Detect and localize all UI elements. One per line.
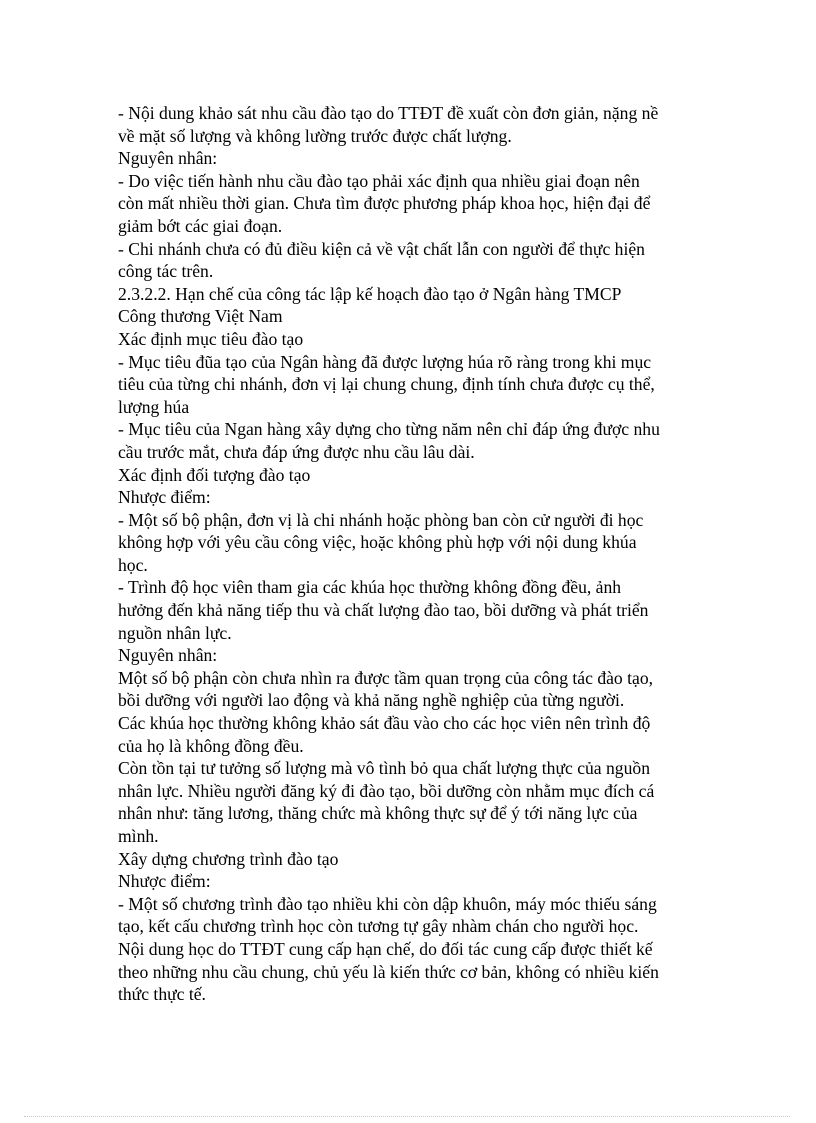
text-line: - Trình độ học viên tham gia các khúa học thường không đồng đều, ảnh [118, 577, 622, 598]
text-line: nguồn nhân lực. [118, 622, 232, 643]
text-line: tạo, kết cấu chương trình học còn tương tự gây nhàm chán cho người học. [118, 916, 639, 937]
text-line: cầu trước mắt, chưa đáp ứng được nhu cầu lâu dài. [118, 441, 475, 462]
text-line: - Do việc tiến hành nhu cầu đào tạo phải xác định qua nhiều giai đoạn nên [118, 170, 640, 191]
text-line: theo những nhu cầu chung, chủ yếu là kiến thức cơ bản, không có nhiều kiến [118, 961, 659, 982]
text-line: lượng húa [118, 396, 190, 417]
text-line: thức thực tế. [118, 984, 206, 1005]
text-line: học. [118, 554, 148, 575]
text-line: Một số bộ phận còn chưa nhìn ra được tầm quan trọng của công tác đào tạo, [118, 667, 654, 688]
text-line: nhân lực. Nhiều người đăng ký đi đào tạo, bồi dưỡng còn nhằm mục đích cá [118, 780, 655, 801]
subsection-heading: Xây dựng chương trình đào tạo [118, 848, 339, 869]
text-line: Còn tồn tại tư tưởng số lượng mà vô tình bỏ qua chất lượng thực của nguồn [118, 758, 650, 779]
text-line: Nguyên nhân: [118, 645, 218, 666]
section-heading: 2.3.2.2. Hạn chế của công tác lập kế hoạch đào tạo ở Ngân hàng TMCP [118, 283, 622, 304]
text-line: - Một số bộ phận, đơn vị là chi nhánh hoặc phòng ban còn cử người đi học [118, 509, 644, 530]
text-line: - Chi nhánh chưa có đủ điều kiện cả về vật chất lẫn con người để thực hiện [118, 238, 645, 259]
text-line: bồi dưỡng với người lao động và khả năng nghề nghiệp của từng người. [118, 690, 625, 711]
text-line: - Mục tiêu đũa tạo của Ngân hàng đã được lượng húa rõ ràng trong khi mục [118, 351, 652, 372]
text-line: về mặt số lượng và không lường trước được chất lượng. [118, 125, 512, 146]
text-line: - Nội dung khảo sát nhu cầu đào tạo do TTĐT đề xuất còn đơn giản, nặng nề [118, 103, 659, 123]
text-line: tiêu của từng chi nhánh, đơn vị lại chung chung, định tính chưa được cụ thể, [118, 374, 655, 395]
text-line: mình. [118, 826, 159, 846]
subsection-heading: Xác định mục tiêu đào tạo [118, 328, 304, 349]
text-line: Các khúa học thường không khảo sát đầu vào cho các học viên nên trình độ [118, 713, 651, 734]
document-page [118, 102, 708, 1006]
text-line: không hợp với yêu cầu công việc, hoặc không phù hợp với nội dung khúa [118, 532, 637, 553]
text-line: - Mục tiêu của Ngan hàng xây dựng cho từng năm nên chỉ đáp ứng được nhu [118, 419, 660, 440]
text-line: còn mất nhiều thời gian. Chưa tìm được phương pháp khoa học, hiện đại để [118, 193, 651, 214]
text-line: công tác trên. [118, 261, 214, 282]
text-line: Nhược điểm: [118, 871, 211, 892]
subsection-heading: Xác định đối tượng đào tạo [118, 464, 311, 485]
footer-dotted-rule [24, 1116, 790, 1117]
text-line: nhân như: tăng lương, thăng chức mà không thực sự để ý tới năng lực của [118, 803, 638, 824]
text-line: Nguyên nhân: [118, 148, 218, 169]
text-line: Nhược điểm: [118, 487, 211, 508]
text-line: - Một số chương trình đào tạo nhiều khi còn dập khuôn, máy móc thiếu sáng [118, 893, 657, 914]
text-line: của họ là không đồng đều. [118, 735, 304, 756]
section-heading: Công thương Việt Nam [118, 306, 283, 327]
text-line: hưởng đến khả năng tiếp thu và chất lượng đào tao, bồi dưỡng và phát triển [118, 600, 649, 621]
text-line: giảm bớt các giai đoạn. [118, 215, 283, 236]
text-line: Nội dung học do TTĐT cung cấp hạn chế, do đối tác cung cấp được thiết kế [118, 938, 653, 959]
